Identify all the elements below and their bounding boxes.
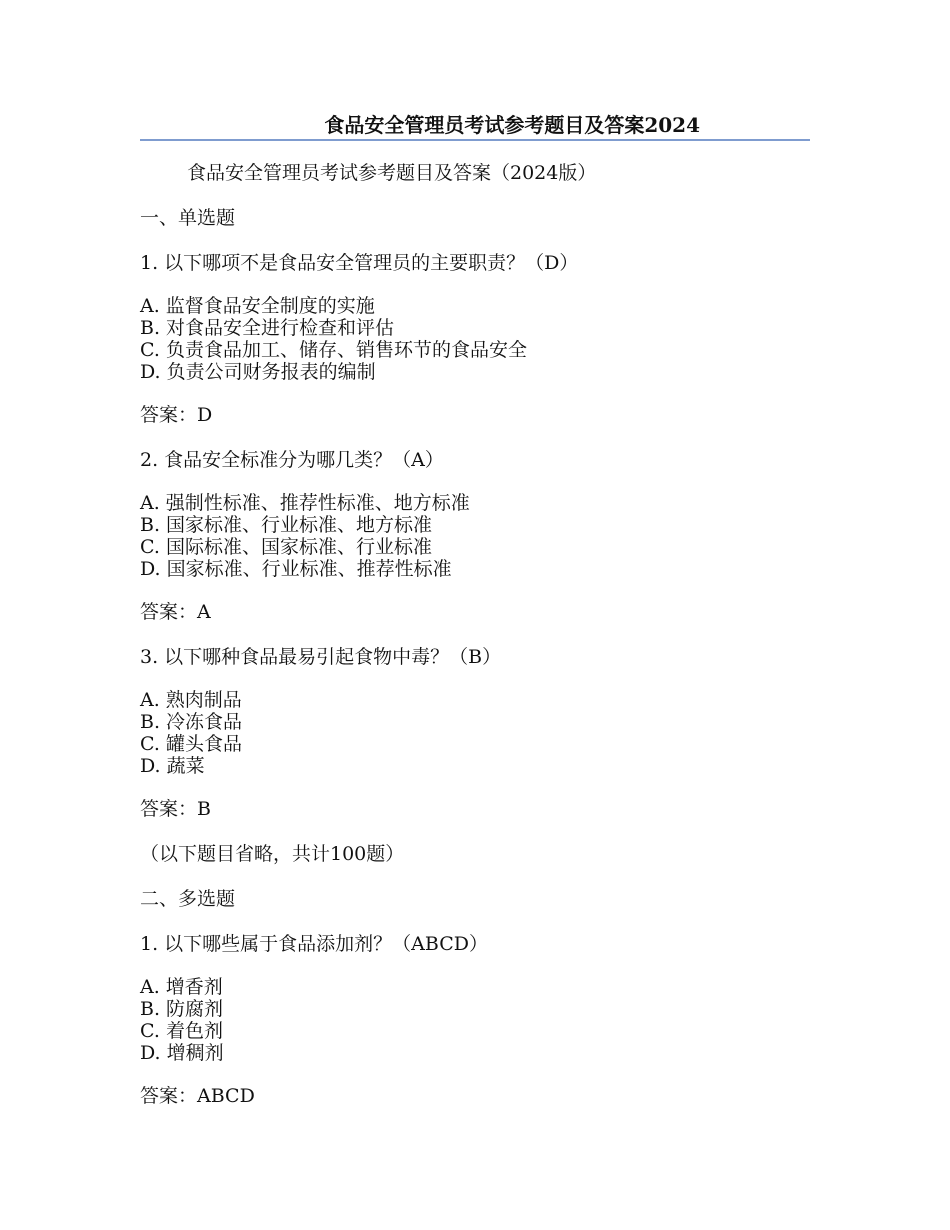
- question-text: 1. 以下哪项不是食品安全管理员的主要职责？（D）: [140, 252, 579, 274]
- option-c: C. 负责食品加工、储存、销售环节的食品安全: [140, 339, 527, 361]
- answer-text: 答案：D: [140, 404, 213, 426]
- title-underline: [140, 139, 810, 141]
- option-d: D. 国家标准、行业标准、推荐性标准: [140, 558, 452, 580]
- option-a: A. 熟肉制品: [140, 689, 242, 711]
- option-a: A. 监督食品安全制度的实施: [140, 295, 375, 317]
- option-c: C. 国际标准、国家标准、行业标准: [140, 536, 432, 558]
- option-list: [140, 492, 810, 580]
- option-d: D. 蔬菜: [140, 755, 205, 777]
- question-text: 2. 食品安全标准分为哪几类？（A）: [140, 449, 444, 471]
- document-title: 食品安全管理员考试参考题目及答案2024: [324, 113, 700, 137]
- option-b: B. 对食品安全进行检查和评估: [140, 317, 395, 339]
- document-body: [140, 160, 810, 1128]
- option-c: C. 着色剂: [140, 1020, 223, 1042]
- option-list: [140, 295, 810, 383]
- option-d: D. 负责公司财务报表的编制: [140, 361, 376, 383]
- option-b: B. 国家标准、行业标准、地方标准: [140, 514, 433, 536]
- option-a: A. 增香剂: [140, 976, 223, 998]
- answer-text: 答案：A: [140, 601, 211, 623]
- option-a: A. 强制性标准、推荐性标准、地方标准: [140, 492, 470, 514]
- option-d: D. 增稠剂: [140, 1042, 224, 1064]
- section-heading-single-choice: 一、单选题: [140, 207, 236, 229]
- option-list: [140, 976, 810, 1064]
- document-subtitle: 食品安全管理员考试参考题目及答案（2024版）: [187, 162, 597, 184]
- question-text: 1. 以下哪些属于食品添加剂？（ABCD）: [140, 933, 488, 955]
- option-b: B. 冷冻食品: [140, 711, 243, 733]
- option-b: B. 防腐剂: [140, 998, 224, 1020]
- option-c: C. 罐头食品: [140, 733, 242, 755]
- answer-text: 答案：B: [140, 798, 211, 820]
- answer-text: 答案：ABCD: [140, 1085, 255, 1107]
- option-list: [140, 689, 810, 777]
- section-heading-multiple-choice: 二、多选题: [140, 888, 236, 910]
- omission-note: （以下题目省略，共计100题）: [140, 843, 405, 865]
- question-text: 3. 以下哪种食品最易引起食物中毒？（B）: [140, 646, 502, 668]
